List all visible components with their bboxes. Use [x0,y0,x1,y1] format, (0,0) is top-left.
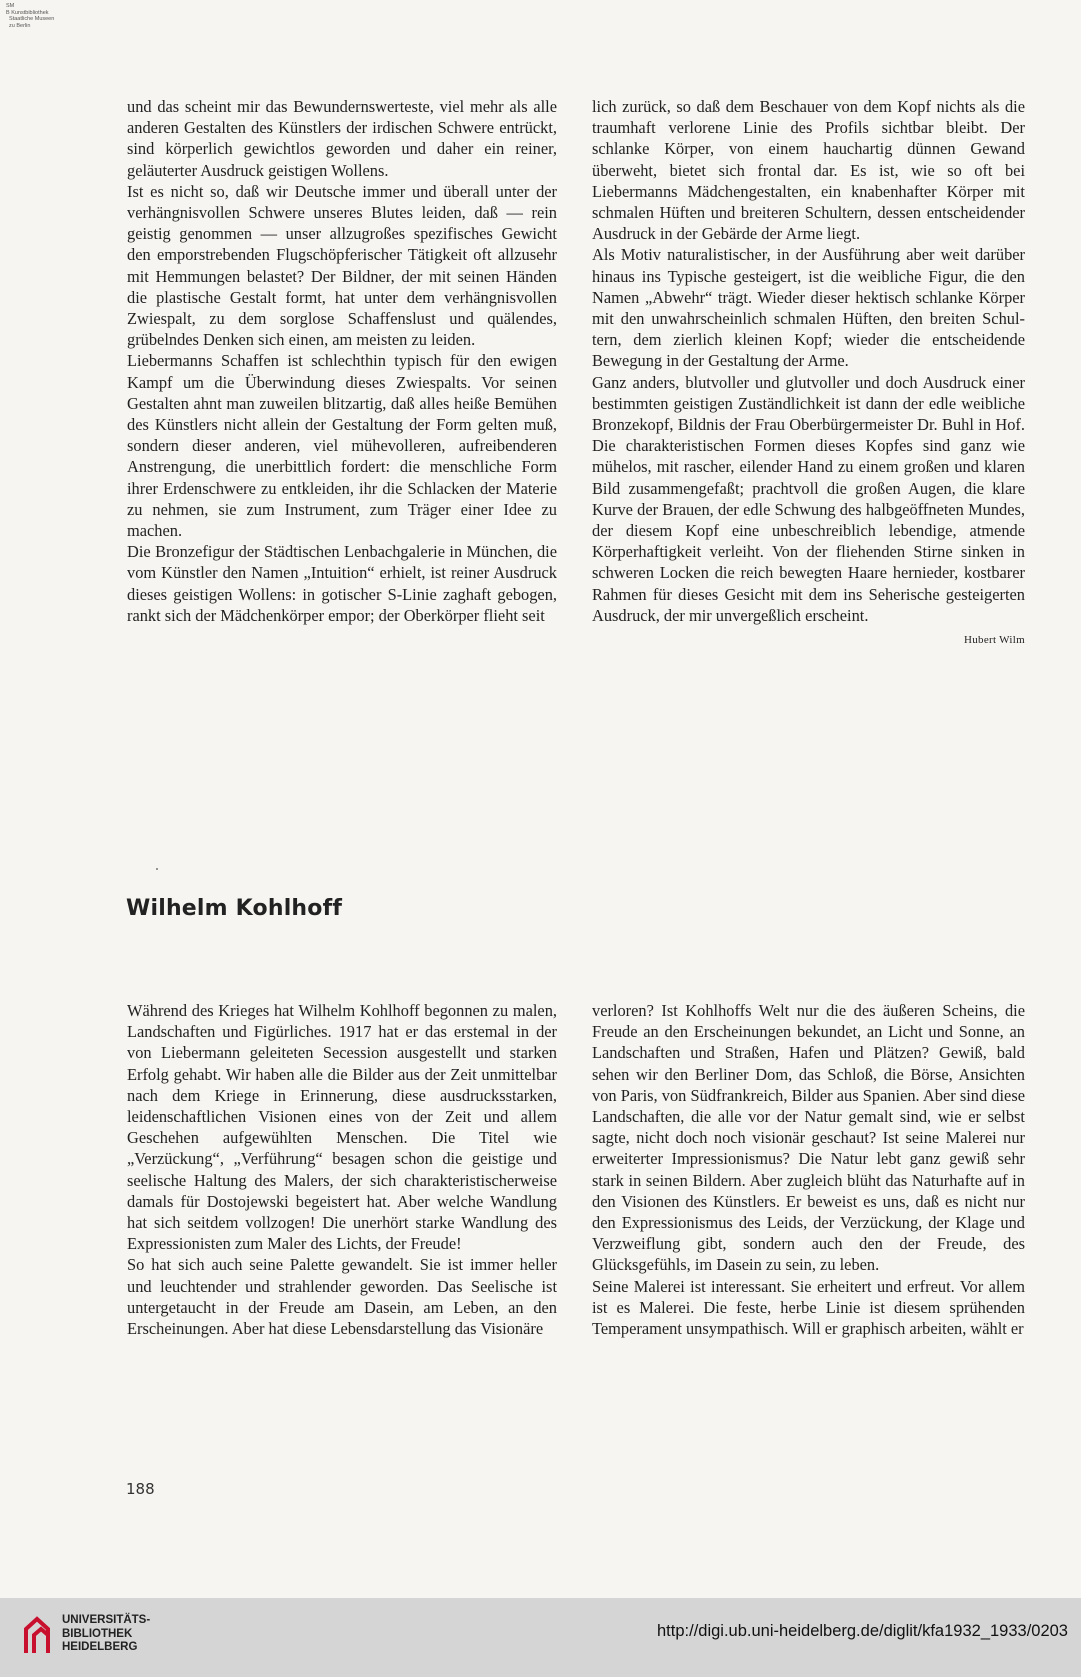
stray-dot [156,868,158,870]
paragraph: verloren? Ist Kohlhoffs Welt nur die des äußeren Scheins, die Freude an den Erscheinungen bekundet, an Licht und Sonne, an Landschaften und Straßen, Hafen und Plätzen? Gewiß, bald sehen wir den Berliner Dom, das Schloß, die Börse, Ansichten von Paris, von Südfrankreich, Bilder aus Spanien. Aber sind diese Landschaften, die alle vor der Natur gemalt sind, wie er selbst sagte, nicht doch noch visionär geschaut? Ist seine Malerei nur erweiterter Impressionismus? Die Natur lebt ganz gewiß sehr stark in seinen Bildern. Aber zugleich blüht das Naturhafte auf in den Visionen des Künstlers. Er beweist es uns, daß es nicht nur den Expressionismus des Leids, der Verzückung, der Klage und Verzweiflung gibt, sondern auch den der Freude, des Glücksgefühls, im Dasein zu sein, zu leben. [592,1001,1025,1275]
paragraph: Ist es nicht so, daß wir Deutsche immer und überall unter der verhängnisvollen Schwere unseres Blutes leiden, daß — rein geistig genommen — unser allzugroßes spezifisches Gewicht den emporstrebenden Flugschöpferischer Tätigkeit oft allzusehr mit Hemmungen belastet? Der Bildner, der mit seinen Händen die plastische Gestalt formt, hat unter dem verhängnisvollen Zwiespalt, zu dem sorglose Schaffenslust und quälendes, grübelndes Denken sich einen, am meisten zu leiden. [127,181,557,350]
article2-left-column [127,1000,557,1339]
article2-right-column [592,1000,1025,1339]
paragraph: Als Motiv naturalistischer, in der Ausführung aber weit darüber hinaus ins Typische gesteigert, ist die weibliche Figur, die den Namen „Abwehr“ trägt. Wieder dieser hektisch schlanke Körper mit den unwahrscheinlich schmalen Hüften, den breiten Schultern, dem zierlich kleinen Kopf; wieder die entscheidende Bewegung in der Gestaltung der Arme. [592,245,1025,371]
library-footer-bar [0,1598,1081,1677]
paragraph: und das scheint mir das Bewundernswerteste, viel mehr als alle anderen Gestalten des Künstlers der irdischen Schwere entrückt, sind körperlich gewichtlos geworden und daher ein reiner, geläuterter Ausdruck geistigen Wollens. [127,97,557,180]
article-heading: Wilhelm Kohlhoff [126,896,343,921]
author-signature: Hubert Wilm [963,634,1025,647]
paragraph: Ganz anders, blutvoller und glutvoller und doch Ausdruck einer bestimmten geistigen Zuständlichkeit ist dann der edle weibliche Bronzekopf, Bildnis der Frau Oberbürgermeister Dr. Buhl in Hof. Die charakteristischen Formen dieses Kopfes sind ganz wie mühelos, mit rascher, eilender Hand zu einem großen und klaren Bild zusammengefaßt; prachtvoll die großen Augen, die klare Kurve der Brauen, der edle Schwung des halbgeöffneten Mundes, der diesem Kopf eine unbeschreiblich lebendige, atmende Körperhaftigkeit verleiht. Von der fliehenden Stirne sinken in schweren Locken die reich bewegten Haare hernieder, kostbarer Rahmen für dieses Gesicht mit dem ins Seherische gesteigerten Ausdruck, der mir unvergeßlich erscheint. [592,372,1025,625]
page-number: 188 [126,1480,155,1498]
article1-left-column [127,96,557,626]
paragraph: lich zurück, so daß dem Beschauer von dem Kopf nichts als die traumhaft verlorene Linie des Profils sichtbar bleibt. Der schlanke Körper, von einem hauchartig dünnen Gewand überweht, bietet sich frontal dar. Es ist, wie so oft bei Liebermanns Mädchengestalten, ein knabenhafter Körper mit schmalen Hüften und breiteren Schultern, dessen entscheidender Ausdruck in der Gebärde der Arme liegt. [592,97,1025,244]
institution-name: UNIVERSITÄTS- BIBLIOTHEK HEIDELBERG [62,1614,151,1653]
article1-right-column [592,96,1025,651]
paragraph: So hat sich auch seine Palette gewandelt. Sie ist immer heller und leuchtender und strahlender geworden. Das Seelische ist untergetaucht in der Freude am Dasein, am Leben, an den Erscheinungen. Aber hat diese Lebensdarstellung das Visionäre [127,1255,557,1339]
library-stamp: SM B Kunstbibliothek Staatliche Museen zu Berlin [6,3,55,29]
source-url-link[interactable]: http://digi.ub.uni-heidelberg.de/diglit/kfa1932_1933/0203 [657,1622,1068,1640]
university-library-logo-icon [22,1615,52,1655]
paragraph: Seine Malerei ist interessant. Sie erheitert und erfreut. Vor allem ist es Malerei. Die feste, herbe Linie ist diesem sprühenden Temperament unsympathisch. Will er graphisch arbeiten, wählt er [592,1276,1025,1339]
paragraph: Die Bronzefigur der Städtischen Lenbachgalerie in München, die vom Künstler den Namen „Intuition“ erhielt, ist reiner Ausdruck dieses geistigen Wollens: in gotischer S-Linie zaghaft gebogen, rankt sich der Mädchenkörper empor; der Oberkörper flieht seit [127,542,557,625]
paragraph: Während des Krieges hat Wilhelm Kohlhoff begonnen zu malen, Landschaften und Figürliches. 1917 hat er das erstemal in der von Liebermann geleiteten Secession ausgestellt und starken Erfolg gehabt. Wir haben alle die Bilder aus der Zeit unmittelbar nach dem Kriege in Erinnerung, diese ausdrucksstarken, leidenschaftlichen Visionen eines von der Zeit und allem Geschehen aufgewühlten Menschen. Die Titel wie „Verzückung“, „Verführung“ besagen schon die geistige und seelische Haltung des Malers, der sich charakteristischerweise damals für Dostojewski begeistert hat. Aber welche Wandlung hat sich seitdem vollzogen! Die unerhört starke Wandlung des Expressionisten zum Maler des Lichts, der Freude! [127,1001,557,1254]
paragraph: Liebermanns Schaffen ist schlechthin typisch für den ewigen Kampf um die Überwindung dieses Zwiespalts. Vor seinen Gestalten ahnt man zuweilen blitzartig, daß alles heiße Bemühen des Künstlers nicht allein der Gestaltung der Form gelten muß, sondern dieser anderen, viel mühevolleren, aufreibenderen Anstrengung, die unerbittlich fordert: die menschliche Form ihrer Erdenschwere zu entkleiden, ihr die Schlacken der Materie zu nehmen, sie zum Instrument, zum Träger einer Idee zu machen. [127,351,557,541]
